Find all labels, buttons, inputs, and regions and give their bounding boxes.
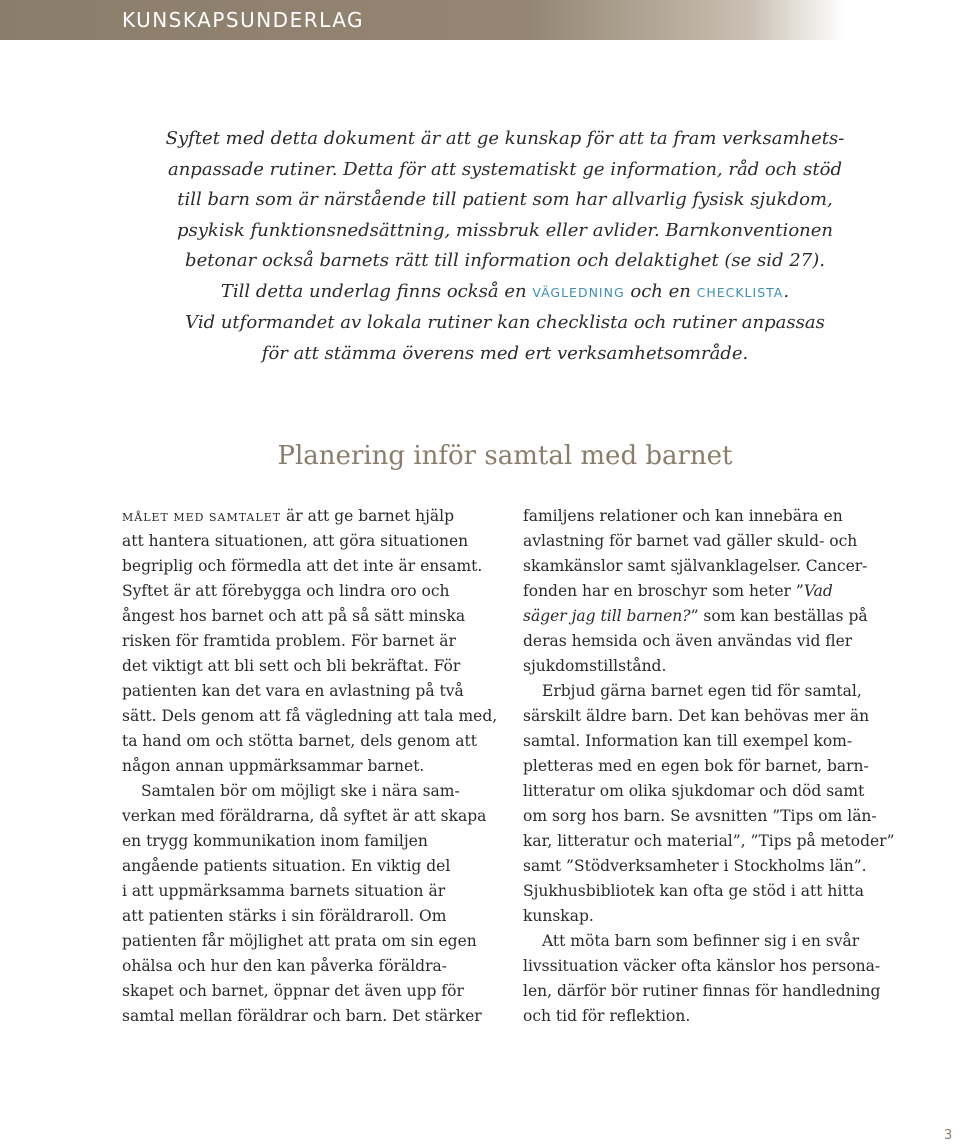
text-line: litteratur om olika sjukdomar och död samt [523,782,865,800]
text-line: i att uppmärksamma barnets situation är [122,882,446,900]
text-line: Sjukhusbibliotek kan ofta ge stöd i att hitta [523,882,865,900]
text-line: Erbjud gärna barnet egen tid för samtal, [542,682,862,700]
text-line: kunskap. [523,907,594,925]
intro-text: och en [624,280,697,302]
intro-paragraph [110,124,900,369]
right-line: skamkänslor samt självanklagelser. Cancer- [523,557,868,575]
text-line: ta hand om och stötta barnet, dels genom att [122,732,477,750]
text-line: kar, litteratur och material”, ”Tips på metoder” [523,832,895,850]
lead-caps: målet med samtalet [122,507,282,525]
text-line: Syftet är att förebygga och lindra oro och [122,582,450,600]
text-line: Att möta barn som befinner sig i en svår [542,932,860,950]
text-line: samt ”Stödverksamheter i Stockholms län”. [523,857,867,875]
right-line: sjukdomstillstånd. [523,657,667,675]
intro-line: Vid utformandet av lokala rutiner kan checklista och rutiner anpassas [185,312,825,333]
brochure-title: säger jag till barnen? [523,607,691,625]
text-line: patienten får möjlighet att prata om sin egen [122,932,477,950]
intro-text: . [783,280,790,302]
lead-rest: är att ge barnet hjälp [281,507,455,525]
text-line: att patienten stärks i sin föräldraroll. Om [122,907,447,925]
right-line: familjens relationer och kan innebära en [523,507,843,525]
right-paragraph-3 [523,929,903,1029]
right-text: fonden har en broschyr som heter ” [523,582,804,600]
text-line: ångest hos barnet och att på så sätt minska [122,607,466,625]
intro-line: betonar också barnets rätt till information och delaktighet (se sid 27). [185,250,825,271]
text-line: len, därför bör rutiner finnas för handledning [523,982,881,1000]
left-paragraph-1 [122,529,502,779]
intro-line: anpassade rutiner. Detta för att systematiskt ge information, råd och stöd [167,158,842,180]
text-line: livssituation väcker ofta känslor hos persona- [523,957,881,975]
header-title: KUNSKAPSUNDERLAG [122,8,365,32]
text-line: samtal. Information kan till exempel kom- [523,732,853,750]
right-text: ” som kan beställas på [690,607,868,625]
text-line: det viktigt att bli sett och bli bekräftat. För [122,657,461,675]
checklista-link[interactable]: CHECKLISTA [696,284,784,300]
section-title: Planering inför samtal med barnet [277,441,733,471]
text-line: pletteras med en egen bok för barnet, barn- [523,757,869,775]
text-line: verkan med föräldrarna, då syftet är att skapa [122,807,487,825]
text-line: angående patients situation. En viktig del [122,857,451,875]
intro-line: psykisk funktionsnedsättning, missbruk eller avlider. Barnkonventionen [176,219,833,241]
intro-text: Till detta underlag finns också en [220,280,533,302]
left-lead-line [122,504,502,529]
text-line: begriplig och förmedla att det inte är ensamt. [122,557,483,575]
text-line: att hantera situationen, att göra situationen [122,532,469,550]
text-line: skapet och barnet, öppnar det även upp för [122,982,464,1000]
right-line [523,604,903,629]
intro-line: till barn som är närstående till patient som har allvarlig fysisk sjukdom, [177,189,833,210]
intro-line-links [110,277,900,309]
right-paragraph-2 [523,679,903,929]
text-line: särskilt äldre barn. Det kan behövas mer än [523,707,870,725]
left-column [122,504,502,1029]
right-column [523,504,903,1029]
text-line: Samtalen bör om möjligt ske i nära sam- [141,782,460,800]
text-line: ohälsa och hur den kan påverka föräldra- [122,957,447,975]
text-line: risken för framtida problem. För barnet är [122,632,456,650]
right-line [523,579,903,604]
text-line: patienten kan det vara en avlastning på två [122,682,464,700]
left-paragraph-2 [122,779,502,1029]
text-line: någon annan uppmärksammar barnet. [122,757,425,775]
header-bar [0,0,960,40]
text-line: sätt. Dels genom att få vägledning att tala med, [122,707,498,725]
intro-line: Syftet med detta dokument är att ge kunskap för att ta fram verksamhets- [165,128,845,149]
brochure-title: Vad [803,582,833,600]
text-line: och tid för reflektion. [523,1007,691,1025]
intro-line: för att stämma överens med ert verksamhetsområde. [261,342,749,364]
text-line: en trygg kommunikation inom familjen [122,832,428,850]
text-line: om sorg hos barn. Se avsnitten ”Tips om län- [523,807,877,825]
vagledning-link[interactable]: VÄGLEDNING [532,284,625,300]
text-line: samtal mellan föräldrar och barn. Det stärker [122,1007,482,1025]
right-line: avlastning för barnet vad gäller skuld- och [523,532,858,550]
right-line: deras hemsida och även användas vid fler [523,632,853,650]
page-number: 3 [944,1128,953,1143]
